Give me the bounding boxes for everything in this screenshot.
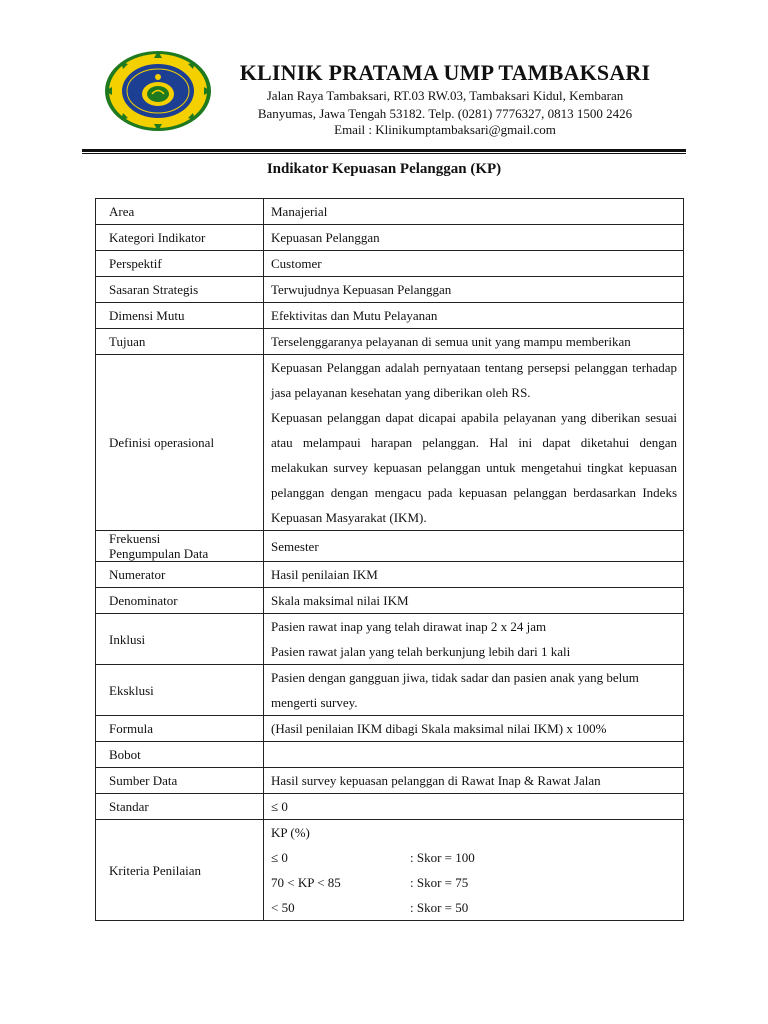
- table-row-definisi: [96, 355, 684, 531]
- kriteria-range: ≤ 0: [271, 850, 288, 865]
- table-row-denominator: [96, 588, 684, 614]
- frekuensi-label-line-2: Pengumpulan Data: [109, 546, 209, 561]
- kriteria-row: [271, 870, 677, 895]
- row-label-eksklusi: Eksklusi: [96, 665, 264, 716]
- row-label-definisi: Definisi operasional: [96, 355, 264, 531]
- row-label-area: Area: [96, 199, 264, 225]
- email-line: Email : Klinikumptambaksari@gmail.com: [334, 122, 556, 137]
- row-label-standar: Standar: [96, 794, 264, 820]
- header-divider-thin: [82, 153, 686, 154]
- table-row-kategori: [96, 225, 684, 251]
- definisi-paragraph-2: Kepuasan pelanggan dapat dicapai apabila pelayanan yang diberikan sesuai atau melampaui harapan pelanggan. Hal ini dapat diketahui dengan melakukan survey kepuasan pelanggan untuk mengetahui tingkat kepuasan pelanggan dengan mengacu pada kepuasan pelanggan berdasarkan Indeks Kepuasan Masyarakat (IKM).: [271, 410, 677, 525]
- row-value-kategori: Kepuasan Pelanggan: [264, 225, 684, 251]
- kriteria-score: : Skor = 100: [410, 850, 475, 865]
- frekuensi-label-line-1: Frekuensi: [109, 531, 161, 546]
- definisi-paragraph-1: Kepuasan Pelanggan adalah pernyataan tentang persepsi pelanggan terhadap jasa pelayanan kesehatan yang diberikan oleh RS.: [271, 360, 677, 400]
- clinic-logo: [104, 50, 212, 132]
- table-row-kriteria: [96, 820, 684, 921]
- row-value-sumber: Hasil survey kepuasan pelanggan di Rawat Inap & Rawat Jalan: [264, 768, 684, 794]
- row-label-sumber: Sumber Data: [96, 768, 264, 794]
- table-row-standar: [96, 794, 684, 820]
- table-row-area: [96, 199, 684, 225]
- clinic-name: KLINIK PRATAMA UMP TAMBAKSARI: [239, 60, 651, 85]
- indicator-table: [95, 198, 684, 921]
- row-label-dimensi: Dimensi Mutu: [96, 303, 264, 329]
- address-line-2: Banyumas, Jawa Tengah 53182. Telp. (0281) 7776327, 0813 1500 2426: [257, 106, 633, 121]
- inklusi-line-2: Pasien rawat jalan yang telah berkunjung lebih dari 1 kali: [271, 644, 571, 659]
- row-value-tujuan: Terselenggaranya pelayanan di semua unit yang mampu memberikan: [264, 329, 684, 355]
- row-label-kategori: Kategori Indikator: [96, 225, 264, 251]
- row-label-denominator: Denominator: [96, 588, 264, 614]
- row-value-eksklusi: Pasien dengan gangguan jiwa, tidak sadar dan pasien anak yang belum mengerti survey.: [264, 665, 684, 716]
- row-label-perspektif: Perspektif: [96, 251, 264, 277]
- kriteria-row: [271, 845, 677, 870]
- document-title: Indikator Kepuasan Pelanggan (KP): [266, 161, 502, 177]
- table-row-bobot: [96, 742, 684, 768]
- row-value-formula: (Hasil penilaian IKM dibagi Skala maksimal nilai IKM) x 100%: [264, 716, 684, 742]
- kriteria-score: : Skor = 50: [410, 900, 469, 915]
- row-value-bobot: [264, 742, 684, 768]
- table-row-formula: [96, 716, 684, 742]
- header-divider-thick: [82, 149, 686, 152]
- table-row-perspektif: [96, 251, 684, 277]
- kriteria-range: < 50: [271, 900, 295, 915]
- row-value-denominator: Skala maksimal nilai IKM: [264, 588, 684, 614]
- row-label-inklusi: Inklusi: [96, 614, 264, 665]
- table-row-dimensi: [96, 303, 684, 329]
- row-label-kriteria: Kriteria Penilaian: [96, 820, 264, 921]
- table-row-tujuan: [96, 329, 684, 355]
- kriteria-row: [271, 895, 677, 920]
- table-row-sumber: [96, 768, 684, 794]
- inklusi-line-1: Pasien rawat inap yang telah dirawat inap 2 x 24 jam: [271, 619, 547, 634]
- kriteria-heading: KP (%): [271, 825, 310, 840]
- kriteria-score: : Skor = 75: [410, 875, 469, 890]
- table-row-inklusi: [96, 614, 684, 665]
- row-label-sasaran: Sasaran Strategis: [96, 277, 264, 303]
- row-value-frekuensi: Semester: [264, 531, 684, 562]
- row-value-definisi: [264, 355, 684, 531]
- table-row-eksklusi: [96, 665, 684, 716]
- table-row-frekuensi: [96, 531, 684, 562]
- row-value-kriteria: [264, 820, 684, 921]
- row-value-sasaran: Terwujudnya Kepuasan Pelanggan: [264, 277, 684, 303]
- address-line-1: Jalan Raya Tambaksari, RT.03 RW.03, Tambaksari Kidul, Kembaran: [266, 88, 624, 103]
- table-row-numerator: [96, 562, 684, 588]
- row-label-formula: Formula: [96, 716, 264, 742]
- row-value-numerator: Hasil penilaian IKM: [264, 562, 684, 588]
- row-label-tujuan: Tujuan: [96, 329, 264, 355]
- row-value-area: Manajerial: [264, 199, 684, 225]
- table-row-sasaran: [96, 277, 684, 303]
- row-label-numerator: Numerator: [96, 562, 264, 588]
- row-value-dimensi: Efektivitas dan Mutu Pelayanan: [264, 303, 684, 329]
- row-label-frekuensi: [96, 531, 264, 562]
- row-value-standar: ≤ 0: [264, 794, 684, 820]
- row-value-perspektif: Customer: [264, 251, 684, 277]
- row-value-inklusi: [264, 614, 684, 665]
- row-label-bobot: Bobot: [96, 742, 264, 768]
- kriteria-range: 70 < KP < 85: [271, 875, 341, 890]
